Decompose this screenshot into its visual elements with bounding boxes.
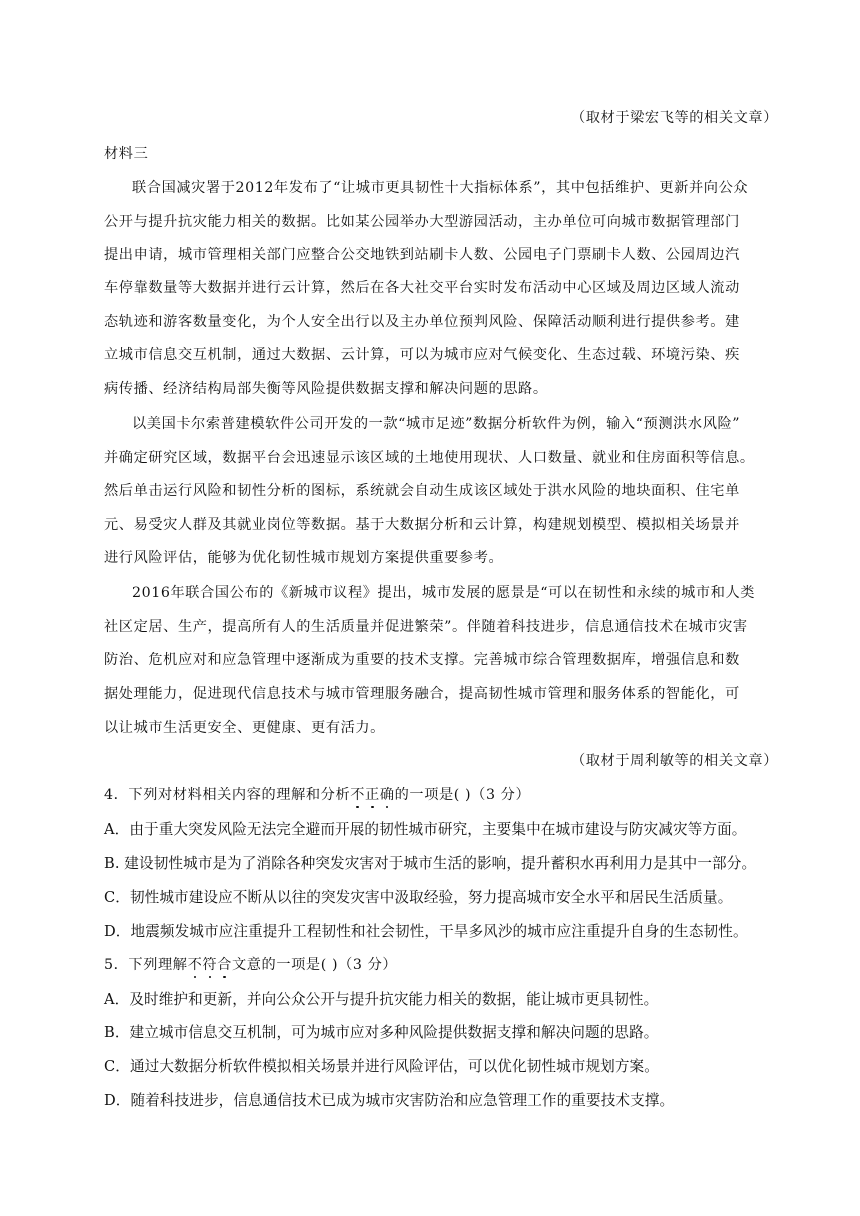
paragraph-line: 联合国减灾署于2012年发布了“让城市更具韧性十大指标体系”，其中包括维护、更新并向公众 [132,180,749,196]
emphasis-char: 不 [187,957,203,973]
paragraph-line: 社区定居、生产，提高所有人的生活质量并促进繁荣”。伴随着科技进步，信息通信技术在城市灾害 [104,619,748,635]
question-5-stem [104,955,768,975]
paragraph-line: 然后单击运行风险和韧性分析的图标，系统就会自动生成该区域处于洪水风险的地块面积、住宅单 [104,483,740,499]
emphasis-char: 不 [350,787,366,803]
answer-option: D．随着科技进步，信息通信技术已成为城市灾害防治和应急管理工作的重要技术支撑。 [104,1092,675,1109]
paragraph-line: 并确定研究区域，数据平台会迅速显示该区域的土地使用现状、人口数量、就业和住房面积等信息。 [104,450,755,466]
paragraph-line: 态轨迹和游客数量变化，为个人安全出行以及主办单位预判风险、保障活动顺利进行提供参考。建 [104,314,740,330]
answer-option: A．由于重大突发风险无法完全避而开展的韧性城市研究，主要集中在城市建设与防灾减灾等方面。 [104,821,747,838]
paragraph-line: 据处理能力，促进现代信息技术与城市管理服务融合，提高韧性城市管理和服务体系的智能化，可 [104,686,740,702]
paragraph-line: 元、易受灾人群及其就业岗位等数据。基于大数据分析和云计算，构建规划模型、模拟相关场景并 [104,517,740,533]
question-stem-text: 文意的一项是( )（3 分） [231,957,398,973]
document-page [104,0,778,1216]
paragraph-line: 2016年联合国公布的《新城市议程》提出，城市发展的愿景是“可以在韧性和永续的城市和人类 [132,585,756,601]
emphasis-char: 符 [202,957,218,973]
paragraph-line: 提出申请，城市管理相关部门应整合公交地铁到站刷卡人数、公园电子门票刷卡人数、公园周边汽 [104,247,740,263]
answer-option: B．建立城市信息交互机制，可为城市应对多种风险提供数据支撑和解决问题的思路。 [104,1024,659,1041]
paragraph-line: 以美国卡尔索普建模软件公司开发的一款“城市足迹”数据分析软件为例，输入“预测洪水风险” [132,416,741,432]
source-note: （取材于周利敏等的相关文章） [570,753,778,769]
question-stem-text: 5．下列理解 [104,957,188,973]
answer-option: C．通过大数据分析软件模拟相关场景并进行风险评估，可以优化韧性城市规划方案。 [104,1058,659,1075]
paragraph-line: 进行风险评估，能够为优化韧性城市规划方案提供重要参考。 [104,550,504,566]
paragraph-line: 立城市信息交互机制，通过大数据、云计算，可以为城市应对气候变化、生态过载、环境污染、疾 [104,347,740,363]
paragraph-line: 病传播、经济结构局部失衡等风险提供数据支撑和解决问题的思路。 [104,381,548,397]
question-4-stem [104,785,768,805]
paragraph-line: 防治、危机应对和应急管理中逐渐成为重要的技术支撑。完善城市综合管理数据库，增强信息和数 [104,652,740,668]
emphasis-char: 合 [217,957,232,973]
emphasis-char: 正 [365,787,380,803]
answer-option: A．及时维护和更新，并向公众公开与提升抗灾能力相关的数据，能让城市更具韧性。 [104,991,659,1008]
question-stem-text: 的一项是( )（3 分） [394,787,531,803]
material-heading: 材料三 [104,146,149,162]
paragraph-line: 以让城市生活更安全、更健康、更有活力。 [104,720,385,736]
paragraph-line: 公开与提升抗灾能力相关的数据。比如某公园举办大型游园活动，主办单位可向城市数据管理部门 [104,214,740,230]
question-stem-text: 4．下列对材料相关内容的理解和分析 [104,787,351,803]
answer-option: C．韧性城市建设应不断从以往的突发灾害中汲取经验，努力提高城市安全水平和居民生活质量。 [104,889,733,906]
answer-option: D．地震频发城市应注重提升工程韧性和社会韧性，干旱多风沙的城市应注重提升自身的生态韧性。 [104,923,748,940]
source-note: （取材于梁宏飞等的相关文章） [570,110,778,126]
emphasis-char: 确 [379,787,395,803]
answer-option: B. 建设韧性城市是为了消除各种突发灾害对于城市生活的影响，提升蓄积水再利用力是其中一部分。 [104,855,757,872]
paragraph-line: 车停靠数量等大数据并进行云计算，然后在各大社交平台实时发布活动中心区域及周边区域人流动 [104,280,740,296]
